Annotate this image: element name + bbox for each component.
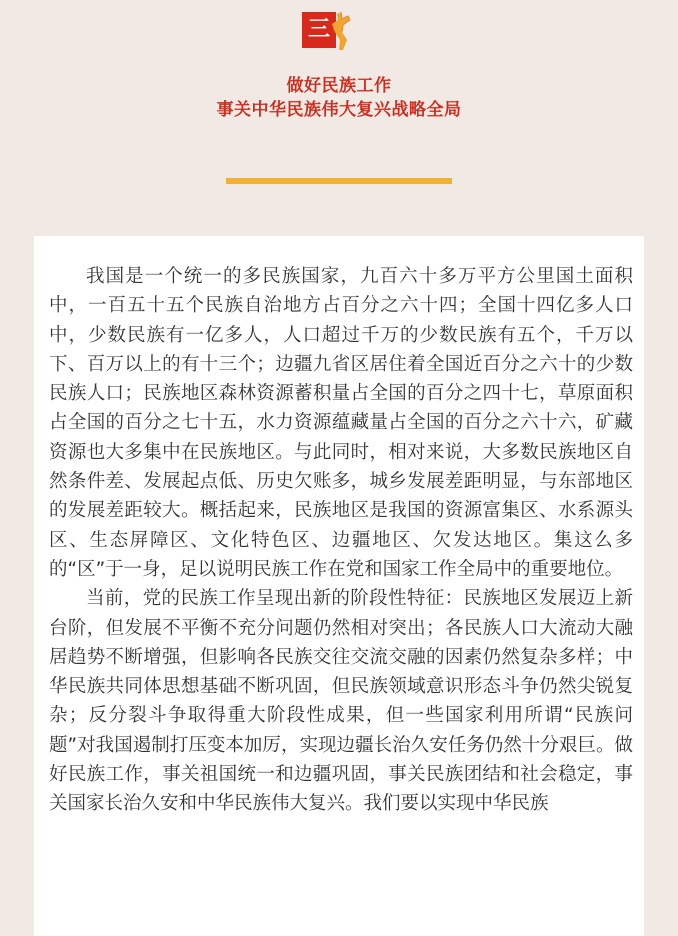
logo-figure-icon <box>328 10 354 52</box>
logo-box: 三 <box>302 12 336 48</box>
title-divider <box>226 178 452 184</box>
paragraph-2: 当前，党的民族工作呈现出新的阶段性特征：民族地区发展迈上新台阶，但发展不平衡不充分问题仍然相对突出；各民族人口大流动大融居趋势不断增强，但影响各民族交往交流交融的因素仍然复杂多样；中华民族共同体思想基础不断巩固，但民族领域意识形态斗争仍然尖锐复杂；反分裂斗争取得重大阶段性成果，但一些国家利用所谓“民族问题”对我国遏制打压变本加厉，实现边疆长治久安任务仍然十分艰巨。做好民族工作，事关祖国统一和边疆巩固，事关民族团结和社会稳定，事关国家长治久安和中华民族伟大复兴。我们要以实现中华民族 <box>49 588 633 815</box>
logo <box>302 10 356 52</box>
article-body <box>49 262 633 819</box>
title-line-1: 做好民族工作 <box>286 76 392 96</box>
title-line-2: 事关中华民族伟大复兴战略全局 <box>216 100 462 120</box>
paragraph-1: 我国是一个统一的多民族国家，九百六十多万平方公里国土面积中，一百五十五个民族自治地方占百分之六十四；全国十四亿多人口中，少数民族有一亿多人，人口超过千万的少数民族有五个，千万以下、百万以上的有十三个；边疆九省区居住着全国近百分之六十的少数民族人口；民族地区森林资源蓄积量占全国的百分之四十七，草原面积占全国的百分之七十五，水力资源蕴藏量占全国的百分之六十六，矿藏资源也大多集中在民族地区。与此同时，相对来说，大多数民族地区自然条件差、发展起点低、历史欠账多，城乡发展差距明显，与东部地区的发展差距较大。概括起来，民族地区是我国的资源富集区、水系源头区、生态屏障区、文化特色区、边疆地区、欠发达地区。集这么多的“区”于一身，足以说明民族工作在党和国家工作全局中的重要地位。 <box>49 266 633 580</box>
page-title <box>0 74 678 122</box>
